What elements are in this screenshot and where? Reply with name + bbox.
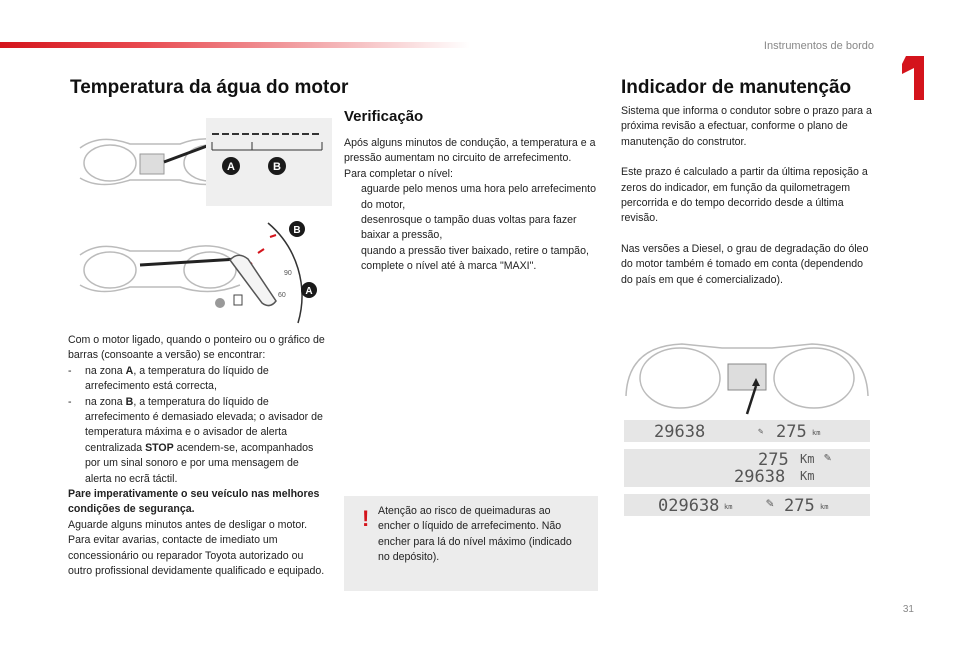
instrument-cluster-illustration	[622, 336, 872, 416]
page-title-left: Temperatura da água do motor	[70, 77, 349, 98]
step-text: aguarde pelo menos uma hora pelo arrefecimento do motor,	[361, 183, 596, 211]
header-accent-bar	[0, 42, 470, 48]
warning-box	[344, 496, 598, 591]
bullet-icon	[344, 182, 361, 213]
item-text: , a temperatura do líquido de arrefecimento está correcta,	[85, 364, 269, 393]
gauge-mark-90: 90	[284, 270, 292, 277]
unit-label: km	[812, 429, 821, 437]
display-screen-3	[624, 494, 870, 516]
list-item	[68, 395, 328, 487]
check-title: Verificação	[344, 108, 424, 125]
service-distance: 275	[784, 496, 815, 516]
unit-label: Km	[800, 469, 815, 483]
coolant-intro: Com o motor ligado, quando o ponteiro ou o gráfico de barras (consoante a versão) se encontrar:	[68, 334, 325, 362]
list-item	[344, 182, 598, 213]
step-text: complete o nível até à marca "MAXI".	[361, 260, 537, 273]
maintenance-p1: Sistema que informa o condutor sobre o prazo para a próxima revisão a efectuar, conforme o plano de manutenção do construtor.	[621, 105, 872, 148]
item-text: acendem-se, acompanhados por um sinal sonoro e por uma mensagem de alerta no ecrã táctil.	[85, 441, 314, 485]
step-text: desenrosque o tampão duas voltas para fazer baixar a pressão,	[361, 214, 577, 242]
check-intro: Após alguns minutos de condução, a temperatura e a pressão aumentam no circuito de arrefecimento.	[344, 137, 596, 165]
coolant-description	[68, 333, 328, 580]
bar-gauge-illustration	[70, 118, 332, 206]
page-number: 31	[902, 604, 914, 615]
item-zone: B	[125, 395, 134, 408]
zone-b-badge: B	[293, 225, 301, 236]
gauge-mark-60: 60	[278, 292, 286, 299]
warning-icon: !	[362, 506, 370, 531]
unit-label: km	[724, 503, 733, 511]
service-distance: 275	[776, 422, 807, 442]
display-screen-2	[624, 449, 870, 487]
check-body	[344, 136, 598, 275]
service-distance: 275	[758, 450, 789, 470]
list-item	[344, 213, 598, 244]
list-item	[344, 259, 598, 274]
list-dash: -	[68, 395, 72, 408]
list-item	[68, 364, 328, 395]
odometer-reading: 29638	[734, 467, 786, 487]
item-zone: A	[125, 364, 134, 377]
display-screen-1	[624, 420, 870, 442]
after-note: Aguarde alguns minutos antes de desligar o motor. Para evitar avarias, contacte de imediato um concessionário ou reparador Toyota autorizado ou outro profissional devidamente qualificado e equipado.	[68, 518, 325, 578]
wrench-icon: ✎	[766, 496, 774, 511]
wrench-icon: ✎	[758, 427, 764, 437]
check-lead: Para completar o nível:	[344, 167, 453, 180]
zone-a-label: A	[227, 161, 235, 173]
item-text: na zona	[85, 395, 126, 408]
maintenance-p3: Nas versões a Diesel, o grau de degradação do óleo do motor também é tomado em conta (dependendo do país em que é comercializado).	[621, 242, 869, 286]
odometer-reading: 29638	[654, 422, 706, 442]
zone-b-label: B	[273, 161, 281, 173]
step-text: quando a pressão tiver baixado, retire o tampão,	[361, 244, 589, 257]
item-text: na zona	[85, 364, 126, 377]
wrench-icon: ✎	[824, 450, 832, 464]
odometer-reading: 029638	[658, 496, 720, 516]
maintenance-body	[621, 104, 873, 288]
running-header: Instrumentos de bordo	[763, 40, 874, 52]
unit-label: km	[820, 503, 829, 511]
chapter-number	[898, 52, 932, 104]
maintenance-p2: Este prazo é calculado a partir da última reposição a zeros do indicador, em função da quilometragem percorrida e do tempo decorrido desde a última revisão.	[621, 166, 868, 225]
needle-gauge-illustration	[70, 215, 332, 330]
bullet-icon	[344, 244, 361, 259]
warning-text: Atenção ao risco de queimaduras ao encher o líquido de arrefecimento. Não encher para lá do nível máximo (indicado no depósito).	[378, 505, 572, 564]
imperative-note: Pare imperativamente o seu veículo nas melhores condições de segurança.	[68, 488, 320, 516]
bullet-icon	[344, 213, 361, 244]
list-dash: -	[68, 364, 72, 377]
unit-label: Km	[800, 452, 815, 466]
item-text: , a temperatura do líquido de arrefecimento é demasiado elevada; o avisador de temperatura máxima e o avisador de alerta centralizada	[85, 395, 323, 454]
list-item	[344, 244, 598, 259]
stop-label: STOP	[145, 441, 174, 454]
zone-a-badge: A	[305, 286, 313, 297]
maintenance-title: Indicador de manutenção	[621, 77, 852, 98]
bullet-icon	[344, 259, 361, 274]
